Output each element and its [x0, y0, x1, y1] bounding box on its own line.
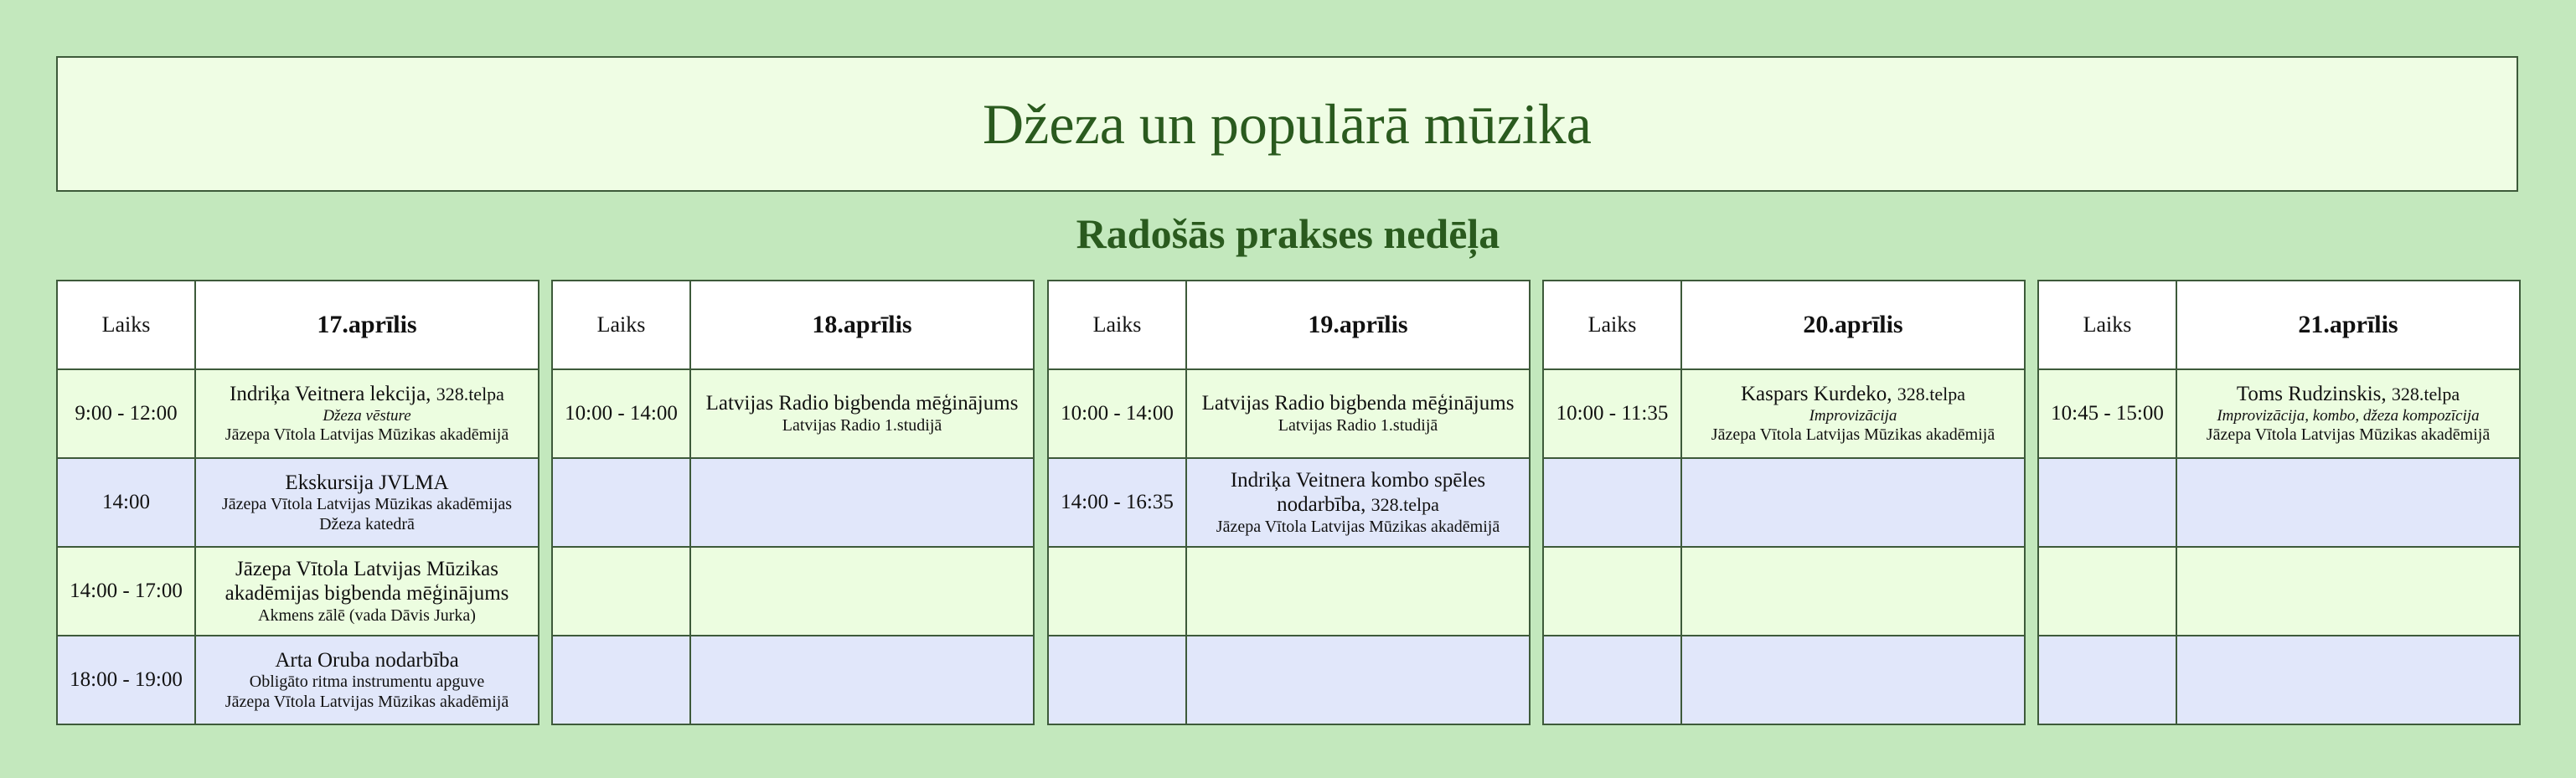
event-place: Latvijas Radio 1.studijā [782, 415, 942, 435]
day-table-3 [1047, 280, 1531, 725]
time-cell [1048, 547, 1186, 636]
event-cell [1186, 547, 1530, 636]
event-cell [690, 547, 1034, 636]
schedule-row [1048, 458, 1530, 547]
event-details [201, 471, 533, 535]
event-title-line [201, 471, 533, 496]
time-cell: 14:00 - 16:35 [1048, 458, 1186, 547]
event-title-line [1687, 382, 2019, 407]
event-details [201, 557, 533, 626]
event-subject: Džeza vēsture [323, 406, 411, 425]
date-column-header: 19.aprīlis [1186, 281, 1530, 369]
event-title: Kaspars Kurdeko, [1740, 383, 1892, 406]
event-title: Jāzepa Vītola Latvijas Mūzikas akadēmijas bigbenda mēģinājums [225, 557, 509, 605]
event-title-line [1192, 468, 1524, 518]
schedule-row [1543, 547, 2025, 636]
date-column-header: 20.aprīlis [1681, 281, 2025, 369]
event-subject: Improvizācija, kombo, džeza kompozīcija [2217, 406, 2480, 425]
schedule-row [1543, 369, 2025, 458]
event-cell [2176, 547, 2520, 636]
event-cell [690, 369, 1034, 458]
event-cell [195, 369, 539, 458]
event-cell [1681, 458, 2025, 547]
event-place: Jāzepa Vītola Latvijas Mūzikas akadēmijā [2206, 425, 2491, 445]
event-place: Latvijas Radio 1.studijā [1278, 415, 1438, 435]
event-place: Jāzepa Vītola Latvijas Mūzikas akadēmijā [1711, 425, 1995, 445]
time-cell [1048, 636, 1186, 724]
event-details [1192, 391, 1524, 435]
event-details [201, 648, 533, 713]
event-place: Akmens zālē (vada Dāvis Jurka) [258, 605, 476, 625]
event-cell [1681, 636, 2025, 724]
time-cell [552, 636, 690, 724]
page-title-box [56, 56, 2518, 192]
event-title: Indriķa Veitnera lekcija, [230, 383, 431, 406]
event-place: Jāzepa Vītola Latvijas Mūzikas akadēmijas Džeza katedrā [221, 495, 513, 533]
page-subtitle: Radošās prakses nedēļa [1076, 210, 1500, 257]
time-cell: 9:00 - 12:00 [57, 369, 195, 458]
event-title: Latvijas Radio bigbenda mēģinājums [1201, 392, 1515, 415]
time-cell: 10:00 - 14:00 [1048, 369, 1186, 458]
schedule-row [2038, 369, 2520, 458]
time-cell: 18:00 - 19:00 [57, 636, 195, 724]
event-title: Ekskursija JVLMA [285, 471, 449, 494]
event-place: Jāzepa Vītola Latvijas Mūzikas akadēmijā [1216, 517, 1500, 536]
page-title: Džeza un populārā mūzika [983, 91, 1592, 156]
event-title: Arta Oruba nodarbība [275, 648, 459, 672]
time-cell [552, 547, 690, 636]
day-table-5 [2037, 280, 2521, 725]
time-cell: 10:45 - 15:00 [2038, 369, 2176, 458]
schedule-row [2038, 458, 2520, 547]
time-cell [2038, 636, 2176, 724]
time-column-header: Laiks [1543, 281, 1681, 369]
time-cell [1543, 458, 1681, 547]
event-title-line [696, 391, 1028, 416]
time-cell: 14:00 - 17:00 [57, 547, 195, 636]
day-table-4 [1542, 280, 2026, 725]
event-cell [2176, 369, 2520, 458]
event-details [2182, 382, 2514, 446]
day-table-1 [56, 280, 539, 725]
schedule-row [1543, 458, 2025, 547]
date-column-header: 21.aprīlis [2176, 281, 2520, 369]
schedule-row [1048, 547, 1530, 636]
event-cell [1186, 458, 1530, 547]
schedule-row [552, 369, 1034, 458]
event-cell [690, 636, 1034, 724]
event-cell [2176, 458, 2520, 547]
event-room: 328.telpa [1371, 494, 1439, 516]
date-column-header: 18.aprīlis [690, 281, 1034, 369]
time-column-header: Laiks [57, 281, 195, 369]
event-room: 328.telpa [2391, 384, 2460, 405]
day-table-2 [551, 280, 1035, 725]
event-details [1192, 468, 1524, 538]
event-cell [1186, 636, 1530, 724]
time-cell: 10:00 - 11:35 [1543, 369, 1681, 458]
event-title-line [201, 382, 533, 407]
schedule-row [2038, 636, 2520, 724]
event-title: Latvijas Radio bigbenda mēģinājums [705, 392, 1019, 415]
time-column-header: Laiks [552, 281, 690, 369]
event-details [1687, 382, 2019, 446]
schedule-row [552, 547, 1034, 636]
time-cell: 10:00 - 14:00 [552, 369, 690, 458]
time-cell: 14:00 [57, 458, 195, 547]
schedule-row [552, 636, 1034, 724]
schedule-row [2038, 547, 2520, 636]
event-cell [1681, 369, 2025, 458]
event-room: 328.telpa [1897, 384, 1966, 405]
schedule-row [57, 547, 539, 636]
schedule-row [552, 458, 1034, 547]
time-cell [2038, 547, 2176, 636]
date-column-header: 17.aprīlis [195, 281, 539, 369]
schedule-row [1543, 636, 2025, 724]
event-title-line [1192, 391, 1524, 416]
event-details [696, 391, 1028, 435]
event-title-line [201, 557, 533, 606]
event-cell [195, 636, 539, 724]
event-cell [195, 458, 539, 547]
schedule-row [1048, 636, 1530, 724]
event-cell [690, 458, 1034, 547]
event-place: Obligāto ritma instrumentu apguve Jāzepa Vītola Latvijas Mūzikas akadēmijā [225, 672, 509, 711]
time-column-header: Laiks [1048, 281, 1186, 369]
time-column-header: Laiks [2038, 281, 2176, 369]
event-title: Toms Rudzinskis, [2236, 383, 2387, 406]
event-cell [1186, 369, 1530, 458]
event-cell [1681, 547, 2025, 636]
time-cell [1543, 547, 1681, 636]
schedule-row [1048, 369, 1530, 458]
event-subject: Improvizācija [1809, 406, 1897, 425]
schedule-row [57, 636, 539, 724]
event-cell [2176, 636, 2520, 724]
schedule-row [57, 369, 539, 458]
event-details [201, 382, 533, 446]
time-cell [552, 458, 690, 547]
time-cell [2038, 458, 2176, 547]
schedule-row [57, 458, 539, 547]
event-place: Jāzepa Vītola Latvijas Mūzikas akadēmijā [225, 425, 509, 445]
event-room: 328.telpa [436, 384, 504, 405]
event-title-line [201, 648, 533, 673]
event-title: Indriķa Veitnera kombo spēles nodarbība, [1230, 468, 1486, 517]
event-title-line [2182, 382, 2514, 407]
event-cell [195, 547, 539, 636]
time-cell [1543, 636, 1681, 724]
